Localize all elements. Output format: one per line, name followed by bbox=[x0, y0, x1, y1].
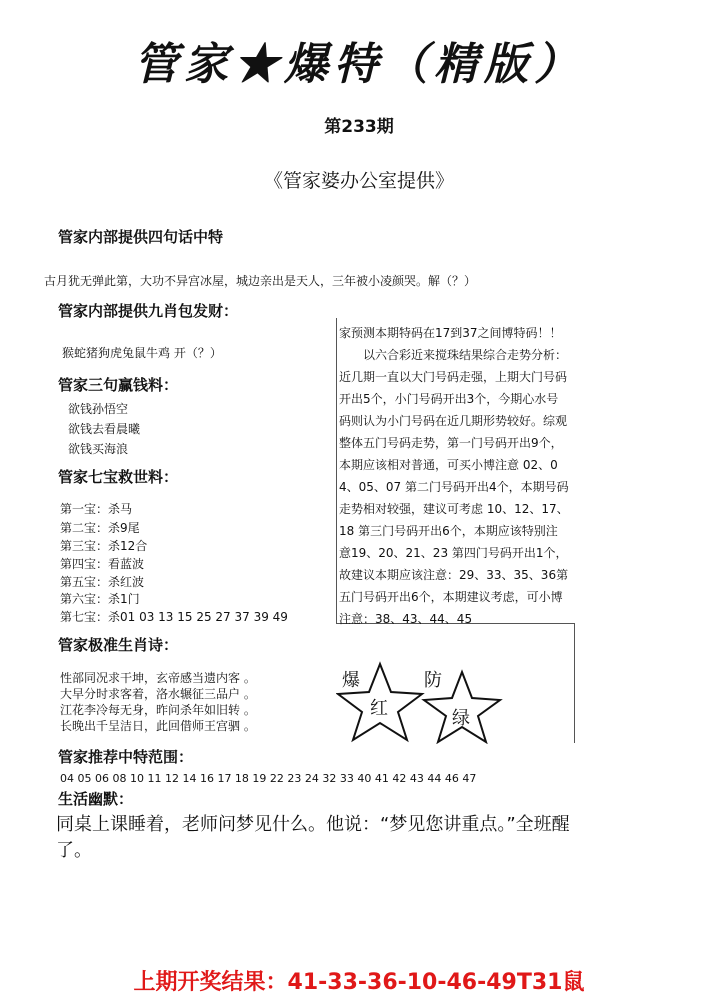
treasure-item: 第四宝：看蓝波 bbox=[60, 557, 145, 571]
poem-line: 长晚出千呈洁日，此回借师王宫驷 。 bbox=[60, 719, 256, 733]
last-result bbox=[0, 965, 718, 996]
three-lines-item: 欲钱买海浪 bbox=[68, 442, 129, 456]
analysis-frame-left bbox=[336, 318, 337, 623]
treasure-item: 第二宝：杀9尾 bbox=[60, 521, 140, 535]
treasure-item: 第五宝：杀红波 bbox=[60, 575, 145, 589]
star-green-label: 绿 bbox=[452, 708, 470, 729]
star-red-label: 红 bbox=[370, 698, 388, 719]
analysis-body: 以六合彩近来搅珠结果综合走势分析：近几期一直以大门号码走强，上期大门号码开出5个，小门号码开出3个，今期心水号码则认为小门号码在近几期形势较好。综观整体五门号码走势，第一门号码开出9个，本期应该相对普通，可买小博注意 02、04、05、07 第二门号码开出4个，本期号码走势相对较强，建议可考虑 10、12、17、18 第三门号码开出6个，本期应该特别注意19、20、21、23 第四门号码开出1个，故建议本期应该注意：29、33、35、36第五门号码开出6个，本期建议考虑，可小博注意：38、43、44、45 bbox=[339, 348, 569, 626]
star-label-right: 防 bbox=[424, 670, 442, 691]
treasure-item: 第六宝：杀1门 bbox=[60, 592, 140, 606]
range-heading: 管家推荐中特范围： bbox=[58, 748, 194, 766]
analysis-frame-right bbox=[574, 623, 575, 743]
four-lines-text: 古月犹无弹此第，大功不异宫冰屋，城边亲出是天人，三年被小凌颜哭。解（？） bbox=[44, 274, 477, 288]
poem-line: 性部同况求干坤，玄帝感当遗内客 。 bbox=[60, 671, 256, 685]
analysis-box bbox=[339, 322, 569, 630]
star-label-left: 爆 bbox=[342, 670, 360, 691]
treasure-item: 第七宝：杀01 03 13 15 25 27 37 39 49 bbox=[60, 610, 288, 624]
analysis-line1: 家预测本期特码在17到37之间博特码！！ bbox=[339, 326, 562, 340]
humor-text: 同桌上课睡着，老师问梦见什么。他说：“梦见您讲重点。”全班醒了。 bbox=[56, 814, 570, 861]
stars-graphic bbox=[336, 660, 506, 744]
page-title: 管家★爆特（精版） bbox=[134, 39, 584, 90]
four-lines-heading: 管家内部提供四句话中特 bbox=[58, 228, 224, 246]
treasure-item: 第三宝：杀12合 bbox=[60, 539, 148, 553]
range-numbers: 04 05 06 08 10 11 12 14 16 17 18 19 22 23 24 32 33 40 41 42 43 44 46 47 bbox=[60, 772, 477, 785]
nine-zodiac-text: 猴蛇猪狗虎兔鼠牛鸡 开（？） bbox=[62, 346, 222, 360]
three-lines-item: 欲钱去看晨曦 bbox=[68, 422, 141, 436]
poem-line: 大早分时求客着，洛水辗征三品户 。 bbox=[60, 687, 256, 701]
humor-heading: 生活幽默： bbox=[58, 790, 134, 808]
issue-number: 第233期 bbox=[324, 117, 394, 137]
result-value: 41-33-36-10-46-49T31鼠 bbox=[287, 970, 585, 995]
poem-line: 江花李冷每无身，昨问杀年如旧转 。 bbox=[60, 703, 256, 717]
seven-treasures-heading: 管家七宝救世料： bbox=[58, 468, 179, 486]
treasure-item: 第一宝：杀马 bbox=[60, 502, 133, 516]
poem-heading: 管家极准生肖诗： bbox=[58, 636, 179, 654]
three-lines-heading: 管家三句赢钱料： bbox=[58, 376, 179, 394]
provider-line: 《管家婆办公室提供》 bbox=[263, 170, 454, 192]
nine-zodiac-heading: 管家内部提供九肖包发财： bbox=[58, 302, 239, 320]
result-label: 上期开奖结果： bbox=[133, 970, 288, 995]
three-lines-item: 欲钱孙悟空 bbox=[68, 402, 129, 416]
